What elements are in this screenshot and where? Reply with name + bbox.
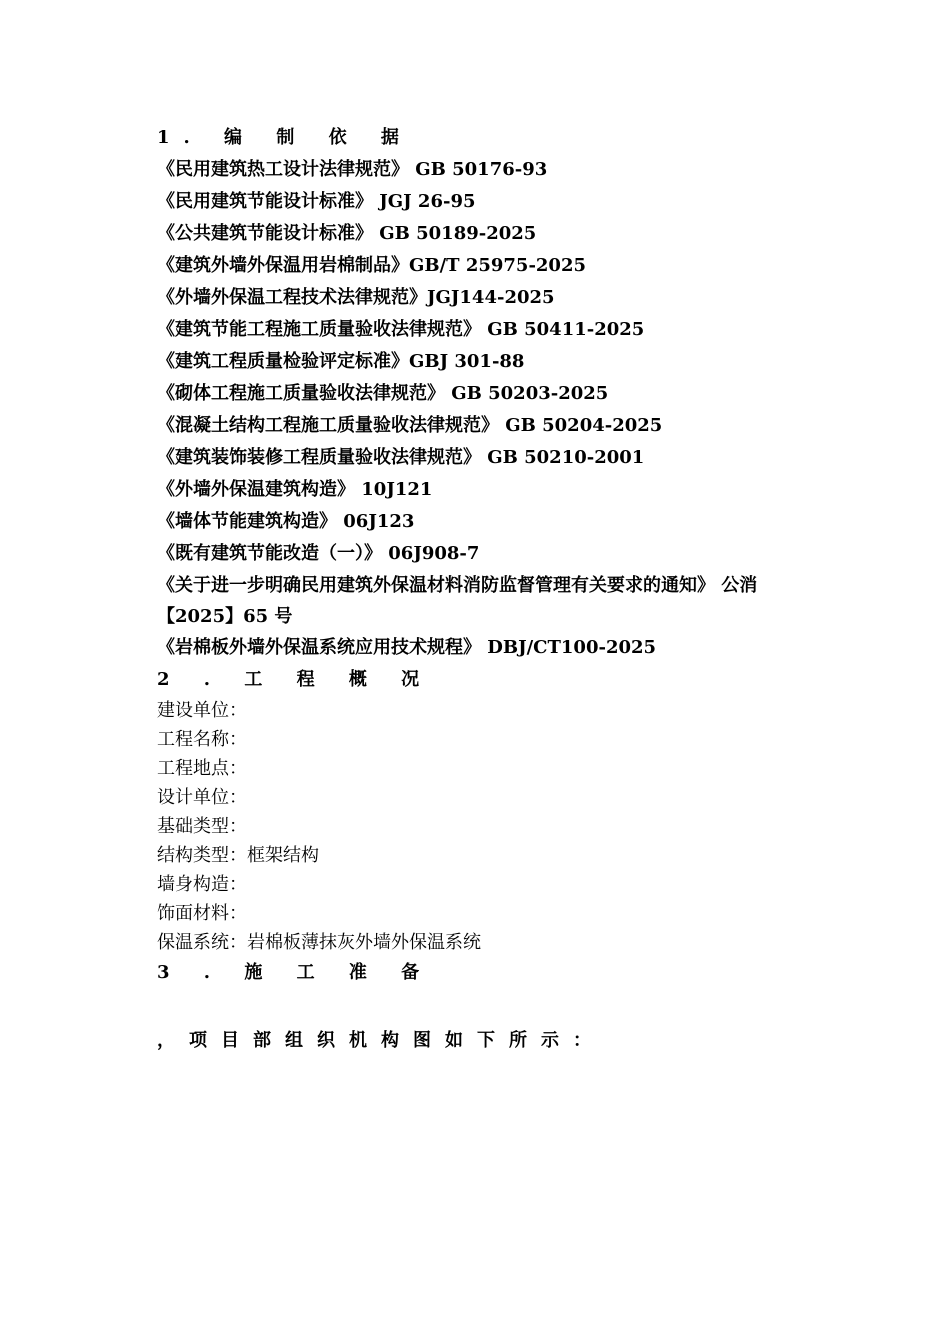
reference-line: 《关于进一步明确民用建筑外保温材料消防监督管理有关要求的通知》 公消【2025】65 号 [157,575,758,627]
reference-line: 《建筑外墙外保温用岩棉制品》GB/T 25975-2025 [157,255,587,276]
project-info-line: 工程地点： [157,758,247,779]
project-info-line: 保温系统：岩棉板薄抹灰外墙外保温系统 [157,932,481,953]
reference-line: 《混凝土结构工程施工质量验收法律规范》 GB 50204-2025 [157,415,663,436]
reference-line: 《建筑工程质量检验评定标准》GBJ 301-88 [157,351,525,372]
project-info-line: 饰面材料： [157,903,247,924]
reference-line: 《建筑装饰装修工程质量验收法律规范》 GB 50210-2001 [157,447,645,468]
project-info-line: 设计单位： [157,787,247,808]
project-info-line: 基础类型： [157,816,247,837]
spacer [157,989,807,1025]
reference-line: 《外墙外保温工程技术法律规范》JGJ144-2025 [157,287,555,308]
project-info-line: 工程名称： [157,729,247,750]
document-page [157,122,807,1057]
reference-line: 《既有建筑节能改造（一）》 06J908-7 [157,543,480,564]
reference-line: 《公共建筑节能设计标准》 GB 50189-2025 [157,223,537,244]
reference-line: 《民用建筑节能设计标准》 JGJ 26-95 [157,191,476,212]
section3-heading: 3 . 施 工 准 备 [157,962,434,983]
reference-line: 《建筑节能工程施工质量验收法律规范》 GB 50411-2025 [157,319,645,340]
reference-line: 《民用建筑热工设计法律规范》 GB 50176-93 [157,159,548,180]
reference-line: 《岩棉板外墙外保温系统应用技术规程》 DBJ/CT100-2025 [157,637,657,658]
reference-line: 《砌体工程施工质量验收法律规范》 GB 50203-2025 [157,383,609,404]
section2-heading: 2 . 工 程 概 况 [157,669,434,690]
project-info-line: 墙身构造： [157,874,247,895]
project-info-line: 建设单位： [157,700,247,721]
reference-line: 《外墙外保温建筑构造》 10J121 [157,479,433,500]
section1-heading: 1. 编 制 依 据 [157,127,413,148]
project-info-line: 结构类型：框架结构 [157,845,319,866]
org-chart-intro: ，项目部组织机构图如下所示： [157,1030,605,1051]
reference-line: 《墙体节能建筑构造》 06J123 [157,511,415,532]
